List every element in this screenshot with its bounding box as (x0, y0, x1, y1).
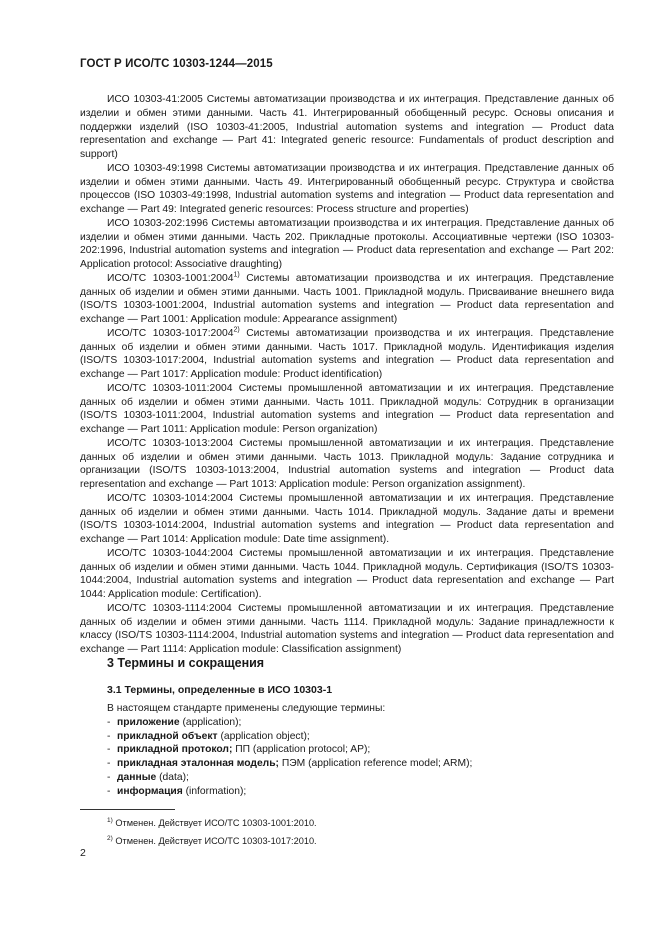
list-dash: - (107, 771, 111, 783)
reference-item: ИСО/ТС 10303-1013:2004 Системы промышленной автоматизации и их интеграция. Представление данных об изделии и обмен этими данными. Часть 1013. Прикладной модуль: Задание сотрудника и организации (ISO/TS 10303-1013:2004, Industrial automation systems and integration — Product data representation and exchange — Part 1013: Application module: Person organization assignment). (80, 437, 614, 490)
footnote (107, 813, 317, 831)
list-dash: - (107, 716, 111, 728)
footnote-divider (80, 809, 175, 810)
reference-item: ИСО/ТС 10303-1114:2004 Системы промышленной автоматизации и их интеграция. Представление данных об изделии и обмен этими данными. Часть 1114. Прикладной модуль: Задание принадлежности к классу (ISO/TS 10303-1114:2004, Industrial automation systems and integration — Product data representation and exchange — Part 1114: Application module: Classification assignment) (80, 602, 614, 655)
footnote-text: Отменен. Действует ИСО/ТС 10303-1017:2010. (112, 836, 317, 847)
list-dash: - (107, 758, 111, 770)
section-heading: 3 Термины и сокращения (107, 656, 265, 670)
term-item (107, 771, 614, 785)
term-translation: ПП (application protocol; AP); (232, 744, 371, 756)
list-dash: - (107, 744, 111, 756)
term-item (107, 730, 614, 744)
terms-intro: В настоящем стандарте применены следующие термины: (107, 703, 386, 714)
page-number: 2 (80, 847, 86, 859)
reference-item: ИСО/ТС 10303-1011:2004 Системы промышленной автоматизации и их интеграция. Представление данных об изделии и обмен этими данными. Часть 1011. Прикладной модуль: Сотрудник в организации (ISO/TS 10303-1011:2004, Industrial automation systems and integration — Product data representation and exchange — Part 1011: Application module: Person organization) (80, 382, 614, 435)
list-dash: - (107, 785, 111, 797)
footnote-mark[interactable]: 2) (233, 326, 240, 334)
subsection-heading: 3.1 Термины, определенные в ИСО 10303-1 (107, 684, 333, 696)
term-name: прикладной объект (117, 730, 218, 742)
reference-item: ИСО 10303-202:1996 Системы автоматизации производства и их интеграция. Представление данных об изделии и обмен этими данными. Часть 202. Прикладные протоколы. Ассоциативные чертежи (ISO 10303-202:1996, Industrial automation systems and integration — Product data representation and exchange — Part 202: Application protocol: Associative draughting) (80, 217, 614, 270)
reference-code: ИСО/ТС 10303-1017:2004 (107, 327, 234, 339)
reference-item: ИСО 10303-41:2005 Системы автоматизации производства и их интеграция. Представление данных об изделии и обмен этими данными. Часть 41. Интегрированный обобщенный ресурс. Основы описания и поддержки изделий (ISO 10303-41:2005, Industrial automation systems and integration — Product data representation and exchange — Part 41: Integrated generic resource: Fundamentals of product description and support) (80, 94, 614, 160)
term-name: прикладная эталонная модель; (117, 758, 279, 770)
term-translation: (application object); (217, 730, 310, 742)
term-name: приложение (117, 716, 180, 728)
term-translation: (information); (182, 785, 247, 797)
reference-item: ИСО/ТС 10303-1014:2004 Системы промышленной автоматизации и их интеграция. Представление данных об изделии и обмен этими данными. Часть 1014. Прикладной модуль. Задание даты и времени (ISO/TS 10303-1014:2004, Industrial automation systems and integration — Product data representation and exchange — Part 1014: Application module: Date time assignment). (80, 492, 614, 545)
footnote-number: 2) (107, 835, 113, 843)
reference-code: ИСО/ТС 10303-1001:2004 (107, 272, 234, 284)
document-header: ГОСТ Р ИСО/ТС 10303-1244—2015 (80, 58, 273, 70)
footnotes (107, 813, 317, 849)
term-translation: (data); (156, 771, 189, 783)
term-name: данные (117, 771, 157, 783)
term-item (107, 757, 614, 771)
term-translation: ПЭМ (application reference model; ARM); (279, 758, 473, 770)
term-translation: (application); (179, 716, 242, 728)
term-item (107, 743, 614, 757)
reference-item (80, 272, 614, 327)
reference-text: Системы автоматизации производства и их интеграция. Представление данных об изделии и обмен этими данными. Часть 1001. Прикладной модуль. Присваивание внешнего вида (ISO/TS 10303-1001:2004, Industrial automation systems and integration — Product data representation and exchange — Part 1001: Application module: Appearance assignment) (80, 272, 614, 325)
terms-list (107, 716, 614, 799)
footnote-text: Отменен. Действует ИСО/ТС 10303-1001:2010. (112, 818, 317, 829)
normative-references (80, 93, 614, 657)
reference-text: Системы автоматизации производства и их интеграция. Представление данных об изделии и обмен этими данными. Часть 1017. Прикладной модуль. Идентификация изделия (ISO/TS 10303-1017:2004, Industrial automation systems and integration — Product data representation and exchange — Part 1017: Application module: Product identification) (80, 327, 614, 380)
reference-item: ИСО/ТС 10303-1044:2004 Системы промышленной автоматизации и их интеграция. Представление данных об изделии и обмен этими данными. Часть 1044. Прикладной модуль. Сертификация (ISO/TS 10303-1044:2004, Industrial automation systems and integration — Product data representation and exchange — Part 1044: Application module: Certification). (80, 547, 614, 600)
term-item (107, 785, 614, 799)
term-name: информация (117, 785, 183, 797)
reference-item (80, 327, 614, 382)
reference-item: ИСО 10303-49:1998 Системы автоматизации производства и их интеграция. Представление данных об изделии и обмен этими данными. Часть 49. Интегрированный обобщенный ресурс. Структура и свойства процессов (ISO 10303-49:1998, Industrial automation systems and integration — Product data representation and exchange — Part 49: Integrated generic resources: Process structure and properties) (80, 162, 614, 215)
term-item (107, 716, 614, 730)
footnote-mark[interactable]: 1) (233, 271, 240, 279)
terms-list-block (107, 702, 614, 799)
footnote-number: 1) (107, 817, 113, 824)
footnote (107, 831, 317, 849)
term-name: прикладной протокол; (117, 744, 233, 756)
list-dash: - (107, 730, 111, 742)
